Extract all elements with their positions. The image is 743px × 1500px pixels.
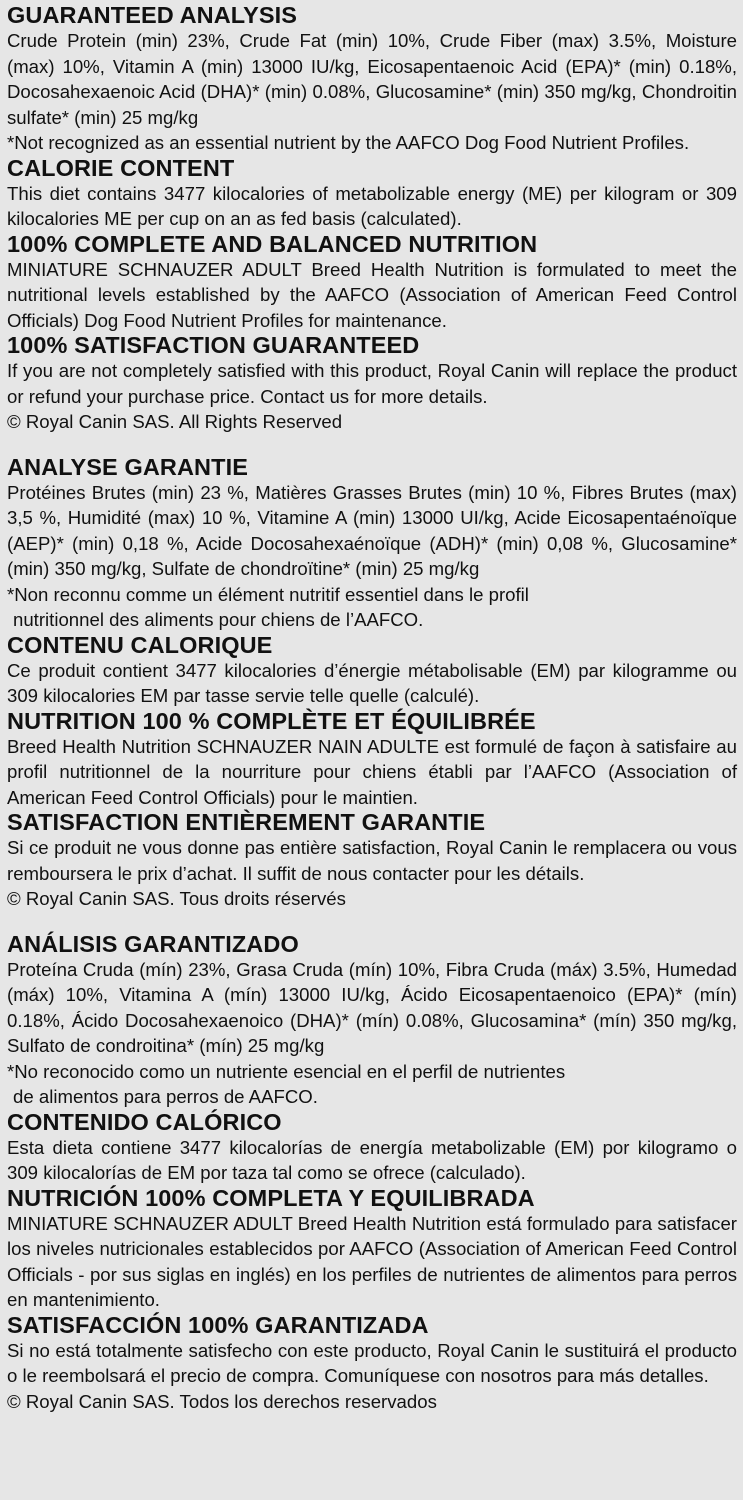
complete-nutrition-heading: 100% COMPLETE AND BALANCED NUTRITION xyxy=(7,230,538,257)
satisfaction-text-es: Si no está totalmente satisfecho con este producto, Royal Canin le sustituirá el producto o le reembolsará el precio de compra. Comuníquese con nosotros para más detalles. xyxy=(7,1339,737,1386)
calorie-content-text: This diet contains 3477 kilocalories of metabolizable energy (ME) per kilogram or 309 kilocalories ME per cup on an as fed basis (calculated). xyxy=(7,182,737,229)
guaranteed-analysis-text-fr: Protéines Brutes (min) 23 %, Matières Grasses Brutes (min) 10 %, Fibres Brutes (max) 3,5 %, Humidité (max) 10 %, Vitamine A (min) 13000 UI/kg, Acide Eicosapentaénoïque (AEP)* (min) 0,18 %, Acide Docosahexaénoïque (ADH)* (min) 0,08 %, Glucosamine* (min) 350 mg/kg, Sulfate de chondroïtine* (min) 25 mg/kg xyxy=(7,481,737,579)
complete-nutrition-text-fr: Breed Health Nutrition SCHNAUZER NAIN ADULTE est formulé de façon à satisfaire au profil nutritionnel de la nourriture pour chiens établi par l’AAFCO (Association of American Feed Control Officials) pour le maintien. xyxy=(7,735,737,808)
calorie-content-heading: CALORIE CONTENT xyxy=(7,154,235,181)
complete-nutrition-text: MINIATURE SCHNAUZER ADULT Breed Health Nutrition is formulated to meet the nutritional levels established by the AAFCO (Association of American Feed Control Officials) Dog Food Nutrient Profiles for maintenance. xyxy=(7,258,737,331)
satisfaction-text-fr: Si ce produit ne vous donne pas entière satisfaction, Royal Canin le remplacera ou vous remboursera le prix d’achat. Il suffit de nous contacter pour les détails. xyxy=(7,837,737,884)
complete-nutrition-heading-fr: NUTRITION 100 % COMPLÈTE ET ÉQUILIBRÉE xyxy=(7,707,536,734)
guaranteed-analysis-note-es xyxy=(7,1059,737,1110)
calorie-content-heading-fr: CONTENU CALORIQUE xyxy=(7,631,273,658)
calorie-content-heading-es: CONTENIDO CALÓRICO xyxy=(7,1108,282,1135)
calorie-content-text-es: Esta dieta contiene 3477 kilocalorías de energía metabolizable (EM) por kilogramo o 309 kilocalorías de EM por taza tal como se ofrece (calculado). xyxy=(7,1136,737,1183)
copyright-text: © Royal Canin SAS. All Rights Reserved xyxy=(7,411,343,432)
guaranteed-analysis-heading: GUARANTEED ANALYSIS xyxy=(7,2,298,28)
guaranteed-analysis-heading-es: ANÁLISIS GARANTIZADO xyxy=(7,930,299,957)
guaranteed-analysis-text: Crude Protein (min) 23%, Crude Fat (min) 10%, Crude Fiber (max) 3.5%, Moisture (max) 10%, Vitamin A (min) 13000 IU/kg, Eicosapentaenoic Acid (EPA)* (min) 0.18%, Docosahexaenoic Acid (DHA)* (min) 0.08%, Glucosamine* (min) 350 mg/kg, Chondroitin sulfate* (min) 25 mg/kg xyxy=(7,30,737,128)
note-line-1: *No reconocido como un nutriente esencial en el perfil de nutrientes xyxy=(7,1060,566,1082)
english-section xyxy=(7,3,737,435)
satisfaction-heading: 100% SATISFACTION GUARANTEED xyxy=(7,332,420,358)
guaranteed-analysis-text-es: Proteína Cruda (mín) 23%, Grasa Cruda (mín) 10%, Fibra Cruda (máx) 3.5%, Humedad (máx) 10%, Vitamina A (mín) 13000 IU/kg, Ácido Eicosapentaenoico (EPA)* (mín) 0.18%, Ácido Docosahexaenoico (DHA)* (mín) 0.08%, Glucosamina* (mín) 350 mg/kg, Sulfato de condroitina* (mín) 25 mg/kg xyxy=(7,958,737,1056)
guaranteed-analysis-note: *Not recognized as an essential nutrient by the AAFCO Dog Food Nutrient Profiles. xyxy=(7,132,690,153)
guaranteed-analysis-note-fr xyxy=(7,582,737,633)
satisfaction-heading-es: SATISFACCIÓN 100% GARANTIZADA xyxy=(7,1311,429,1338)
note-line-2: nutritionnel des aliments pour chiens de l’AAFCO. xyxy=(13,609,424,630)
calorie-content-text-fr: Ce produit contient 3477 kilocalories d’énergie métabolisable (EM) par kilogramme ou 309 kilocalories EM par tasse servie telle quelle (calculé). xyxy=(7,659,737,706)
spanish-section xyxy=(7,932,737,1415)
copyright-text-es: © Royal Canin SAS. Todos los derechos reservados xyxy=(7,1390,437,1412)
note-line-1: *Non reconnu comme un élément nutritif essentiel dans le profil xyxy=(7,583,529,605)
guaranteed-analysis-heading-fr: ANALYSE GARANTIE xyxy=(7,453,248,480)
french-section xyxy=(7,455,737,912)
complete-nutrition-text-es: MINIATURE SCHNAUZER ADULT Breed Health Nutrition está formulado para satisfacer los niveles nutricionales establecidos por AAFCO (Association of American Feed Control Officials - por sus siglas en inglés) en los perfiles de nutrientes de alimentos para perros en mantenimiento. xyxy=(7,1212,737,1310)
complete-nutrition-heading-es: NUTRICIÓN 100% COMPLETA Y EQUILIBRADA xyxy=(7,1184,535,1211)
satisfaction-heading-fr: SATISFACTION ENTIÈREMENT GARANTIE xyxy=(7,809,486,835)
satisfaction-text: If you are not completely satisfied with this product, Royal Canin will replace the product or refund your purchase price. Contact us for more details. xyxy=(7,360,737,407)
note-line-2: de alimentos para perros de AAFCO. xyxy=(13,1086,318,1107)
copyright-text-fr: © Royal Canin SAS. Tous droits réservés xyxy=(7,888,346,909)
